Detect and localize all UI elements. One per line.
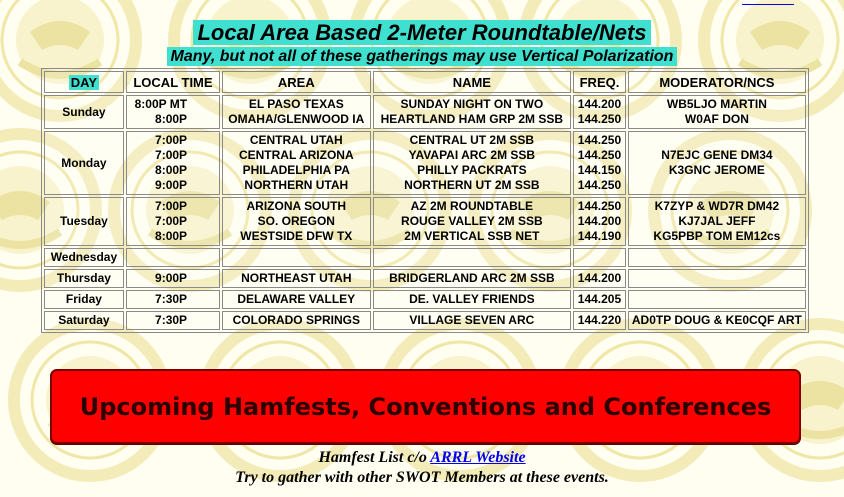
cell-area-line: CENTRAL ARIZONA bbox=[238, 148, 354, 162]
cell-area-line: CENTRAL UTAH bbox=[249, 133, 343, 147]
cell-name-line: NORTHERN UT 2M SSB bbox=[404, 178, 540, 192]
cell-freq bbox=[573, 269, 626, 288]
page-title: Local Area Based 2-Meter Roundtable/Nets bbox=[193, 20, 650, 45]
cell-area-line: NORTHEAST UTAH bbox=[241, 271, 352, 285]
cell-freq-line: 144.250 bbox=[577, 112, 622, 126]
cell-moderator-line: N7EJC GENE DM34 bbox=[661, 148, 773, 162]
cell-time-line: 8:00P bbox=[155, 163, 188, 177]
cell-area bbox=[222, 248, 370, 267]
hamfest-list-prefix: Hamfest List c/o bbox=[318, 449, 427, 466]
cell-day: Wednesday bbox=[44, 248, 124, 267]
arrl-website-link[interactable]: ARRL Website bbox=[430, 449, 526, 466]
cell-freq bbox=[573, 197, 626, 246]
table-header-row bbox=[44, 71, 806, 93]
cell-time-line: 9:00P bbox=[155, 271, 188, 285]
cell-area bbox=[222, 197, 370, 246]
cell-freq-line: 144.250 bbox=[577, 148, 622, 162]
table-row bbox=[44, 311, 806, 330]
cell-name-line: BRIDGERLAND ARC 2M SSB bbox=[389, 271, 555, 285]
cell-area-line: OMAHA/GLENWOOD IA bbox=[228, 112, 365, 126]
cell-freq bbox=[573, 290, 626, 309]
cell-name bbox=[373, 248, 572, 267]
cell-freq bbox=[573, 95, 626, 129]
top-link-fragment[interactable] bbox=[742, 0, 794, 5]
cell-freq bbox=[573, 131, 626, 195]
cell-name-line: AZ 2M ROUNDTABLE bbox=[410, 199, 534, 213]
cell-name-line: DE. VALLEY FRIENDS bbox=[409, 292, 535, 306]
gather-note: Try to gather with other SWOT Members at these events. bbox=[235, 469, 609, 486]
cell-moderator bbox=[628, 290, 806, 309]
hamfests-banner-label: Upcoming Hamfests, Conventions and Conferences bbox=[79, 392, 772, 421]
table-row bbox=[44, 269, 806, 288]
cell-time bbox=[126, 197, 220, 246]
cell-freq-line: 144.220 bbox=[577, 313, 622, 327]
cell-time-line: 7:00P bbox=[155, 214, 188, 228]
header-freq: FREQ. bbox=[573, 71, 626, 93]
cell-name-line: CENTRAL UT 2M SSB bbox=[409, 133, 535, 147]
cell-name bbox=[373, 269, 572, 288]
cell-freq-line: 144.190 bbox=[577, 229, 622, 243]
cell-name-line: 2M VERTICAL SSB NET bbox=[404, 229, 540, 243]
cell-day: Tuesday bbox=[44, 197, 124, 246]
header-local-time: LOCAL TIME bbox=[126, 71, 220, 93]
cell-name-line: HEARTLAND HAM GRP 2M SSB bbox=[380, 112, 564, 126]
cell-name bbox=[373, 290, 572, 309]
cell-time-line: 8:00P bbox=[155, 112, 188, 126]
cell-moderator-line: K7ZYP & WD7R DM42 bbox=[654, 199, 780, 213]
cell-freq-line: 144.150 bbox=[577, 163, 622, 177]
cell-day: Friday bbox=[44, 290, 124, 309]
hamfests-banner-button[interactable] bbox=[50, 369, 801, 444]
cell-freq bbox=[573, 311, 626, 330]
cell-area-line: WESTSIDE DFW TX bbox=[240, 229, 353, 243]
cell-day: Saturday bbox=[44, 311, 124, 330]
cell-moderator-line: W0AF DON bbox=[684, 112, 749, 126]
cell-area-line: EL PASO TEXAS bbox=[248, 97, 344, 111]
cell-time bbox=[126, 95, 220, 129]
cell-area-line: SO. OREGON bbox=[257, 214, 335, 228]
header-moderator: MODERATOR/NCS bbox=[628, 71, 806, 93]
cell-day: Sunday bbox=[44, 95, 124, 129]
cell-moderator bbox=[628, 197, 806, 246]
cell-name bbox=[373, 131, 572, 195]
cell-moderator bbox=[628, 311, 806, 330]
page-subtitle: Many, but not all of these gatherings may use Vertical Polarization bbox=[167, 47, 678, 66]
cell-moderator-line: K3GNC JEROME bbox=[668, 163, 765, 177]
cell-freq-line: 144.250 bbox=[577, 178, 622, 192]
cell-freq-line: 144.205 bbox=[577, 292, 622, 306]
cell-name-line: ROUGE VALLEY 2M SSB bbox=[401, 214, 543, 228]
cell-area bbox=[222, 269, 370, 288]
cell-time bbox=[126, 269, 220, 288]
cell-area-line: ARIZONA SOUTH bbox=[246, 199, 347, 213]
cell-moderator-line: KG5PBP TOM EM12cs bbox=[653, 229, 781, 243]
table-row bbox=[44, 248, 806, 267]
cell-time bbox=[126, 311, 220, 330]
cell-freq-line: 144.200 bbox=[577, 271, 622, 285]
cell-area-line: COLORADO SPRINGS bbox=[232, 313, 360, 327]
cell-area bbox=[222, 131, 370, 195]
cell-area-line: PHILADELPHIA PA bbox=[242, 163, 350, 177]
cell-freq bbox=[573, 248, 626, 267]
cell-time-line: 7:00P bbox=[155, 148, 188, 162]
cell-freq-line: 144.200 bbox=[577, 214, 622, 228]
header-day: DAY bbox=[44, 71, 124, 93]
cell-day: Monday bbox=[44, 131, 124, 195]
cell-moderator-line: KJ7JAL JEFF bbox=[678, 214, 756, 228]
nets-table bbox=[41, 68, 809, 333]
cell-area bbox=[222, 290, 370, 309]
table-row bbox=[44, 290, 806, 309]
cell-moderator bbox=[628, 269, 806, 288]
cell-moderator bbox=[628, 131, 806, 195]
cell-area bbox=[222, 311, 370, 330]
table-row bbox=[44, 95, 806, 129]
hamfest-list-line bbox=[0, 449, 844, 467]
cell-day: Thursday bbox=[44, 269, 124, 288]
cell-name bbox=[373, 95, 572, 129]
cell-moderator-line: WB5LJO MARTIN bbox=[666, 97, 767, 111]
cell-time-line: 7:30P bbox=[155, 313, 188, 327]
cell-moderator bbox=[628, 95, 806, 129]
cell-time-line: 7:00P bbox=[155, 199, 188, 213]
cell-time-line: 7:30P bbox=[155, 292, 188, 306]
table-row bbox=[44, 131, 806, 195]
cell-time bbox=[126, 248, 220, 267]
cell-time bbox=[126, 290, 220, 309]
cell-area bbox=[222, 95, 370, 129]
cell-time bbox=[126, 131, 220, 195]
cell-moderator-line: AD0TP DOUG & KE0CQF ART bbox=[631, 313, 802, 327]
cell-name bbox=[373, 311, 572, 330]
cell-area-line: DELAWARE VALLEY bbox=[237, 292, 356, 306]
cell-time-line: 8:00P MT bbox=[134, 97, 188, 111]
cell-freq-line: 144.250 bbox=[577, 133, 622, 147]
cell-time-line: 9:00P bbox=[155, 178, 188, 192]
cell-name-line: VILLAGE SEVEN ARC bbox=[409, 313, 535, 327]
cell-name-line: PHILLY PACKRATS bbox=[417, 163, 527, 177]
header-area: AREA bbox=[222, 71, 370, 93]
cell-name-line: SUNDAY NIGHT ON TWO bbox=[400, 97, 544, 111]
cell-name bbox=[373, 197, 572, 246]
table-row bbox=[44, 197, 806, 246]
cell-freq-line: 144.200 bbox=[577, 97, 622, 111]
cell-freq-line: 144.250 bbox=[577, 199, 622, 213]
header-name: NAME bbox=[373, 71, 572, 93]
cell-time-line: 8:00P bbox=[155, 229, 188, 243]
cell-time-line: 7:00P bbox=[155, 133, 188, 147]
cell-moderator bbox=[628, 248, 806, 267]
cell-area-line: NORTHERN UTAH bbox=[244, 178, 349, 192]
cell-name-line: YAVAPAI ARC 2M SSB bbox=[408, 148, 536, 162]
